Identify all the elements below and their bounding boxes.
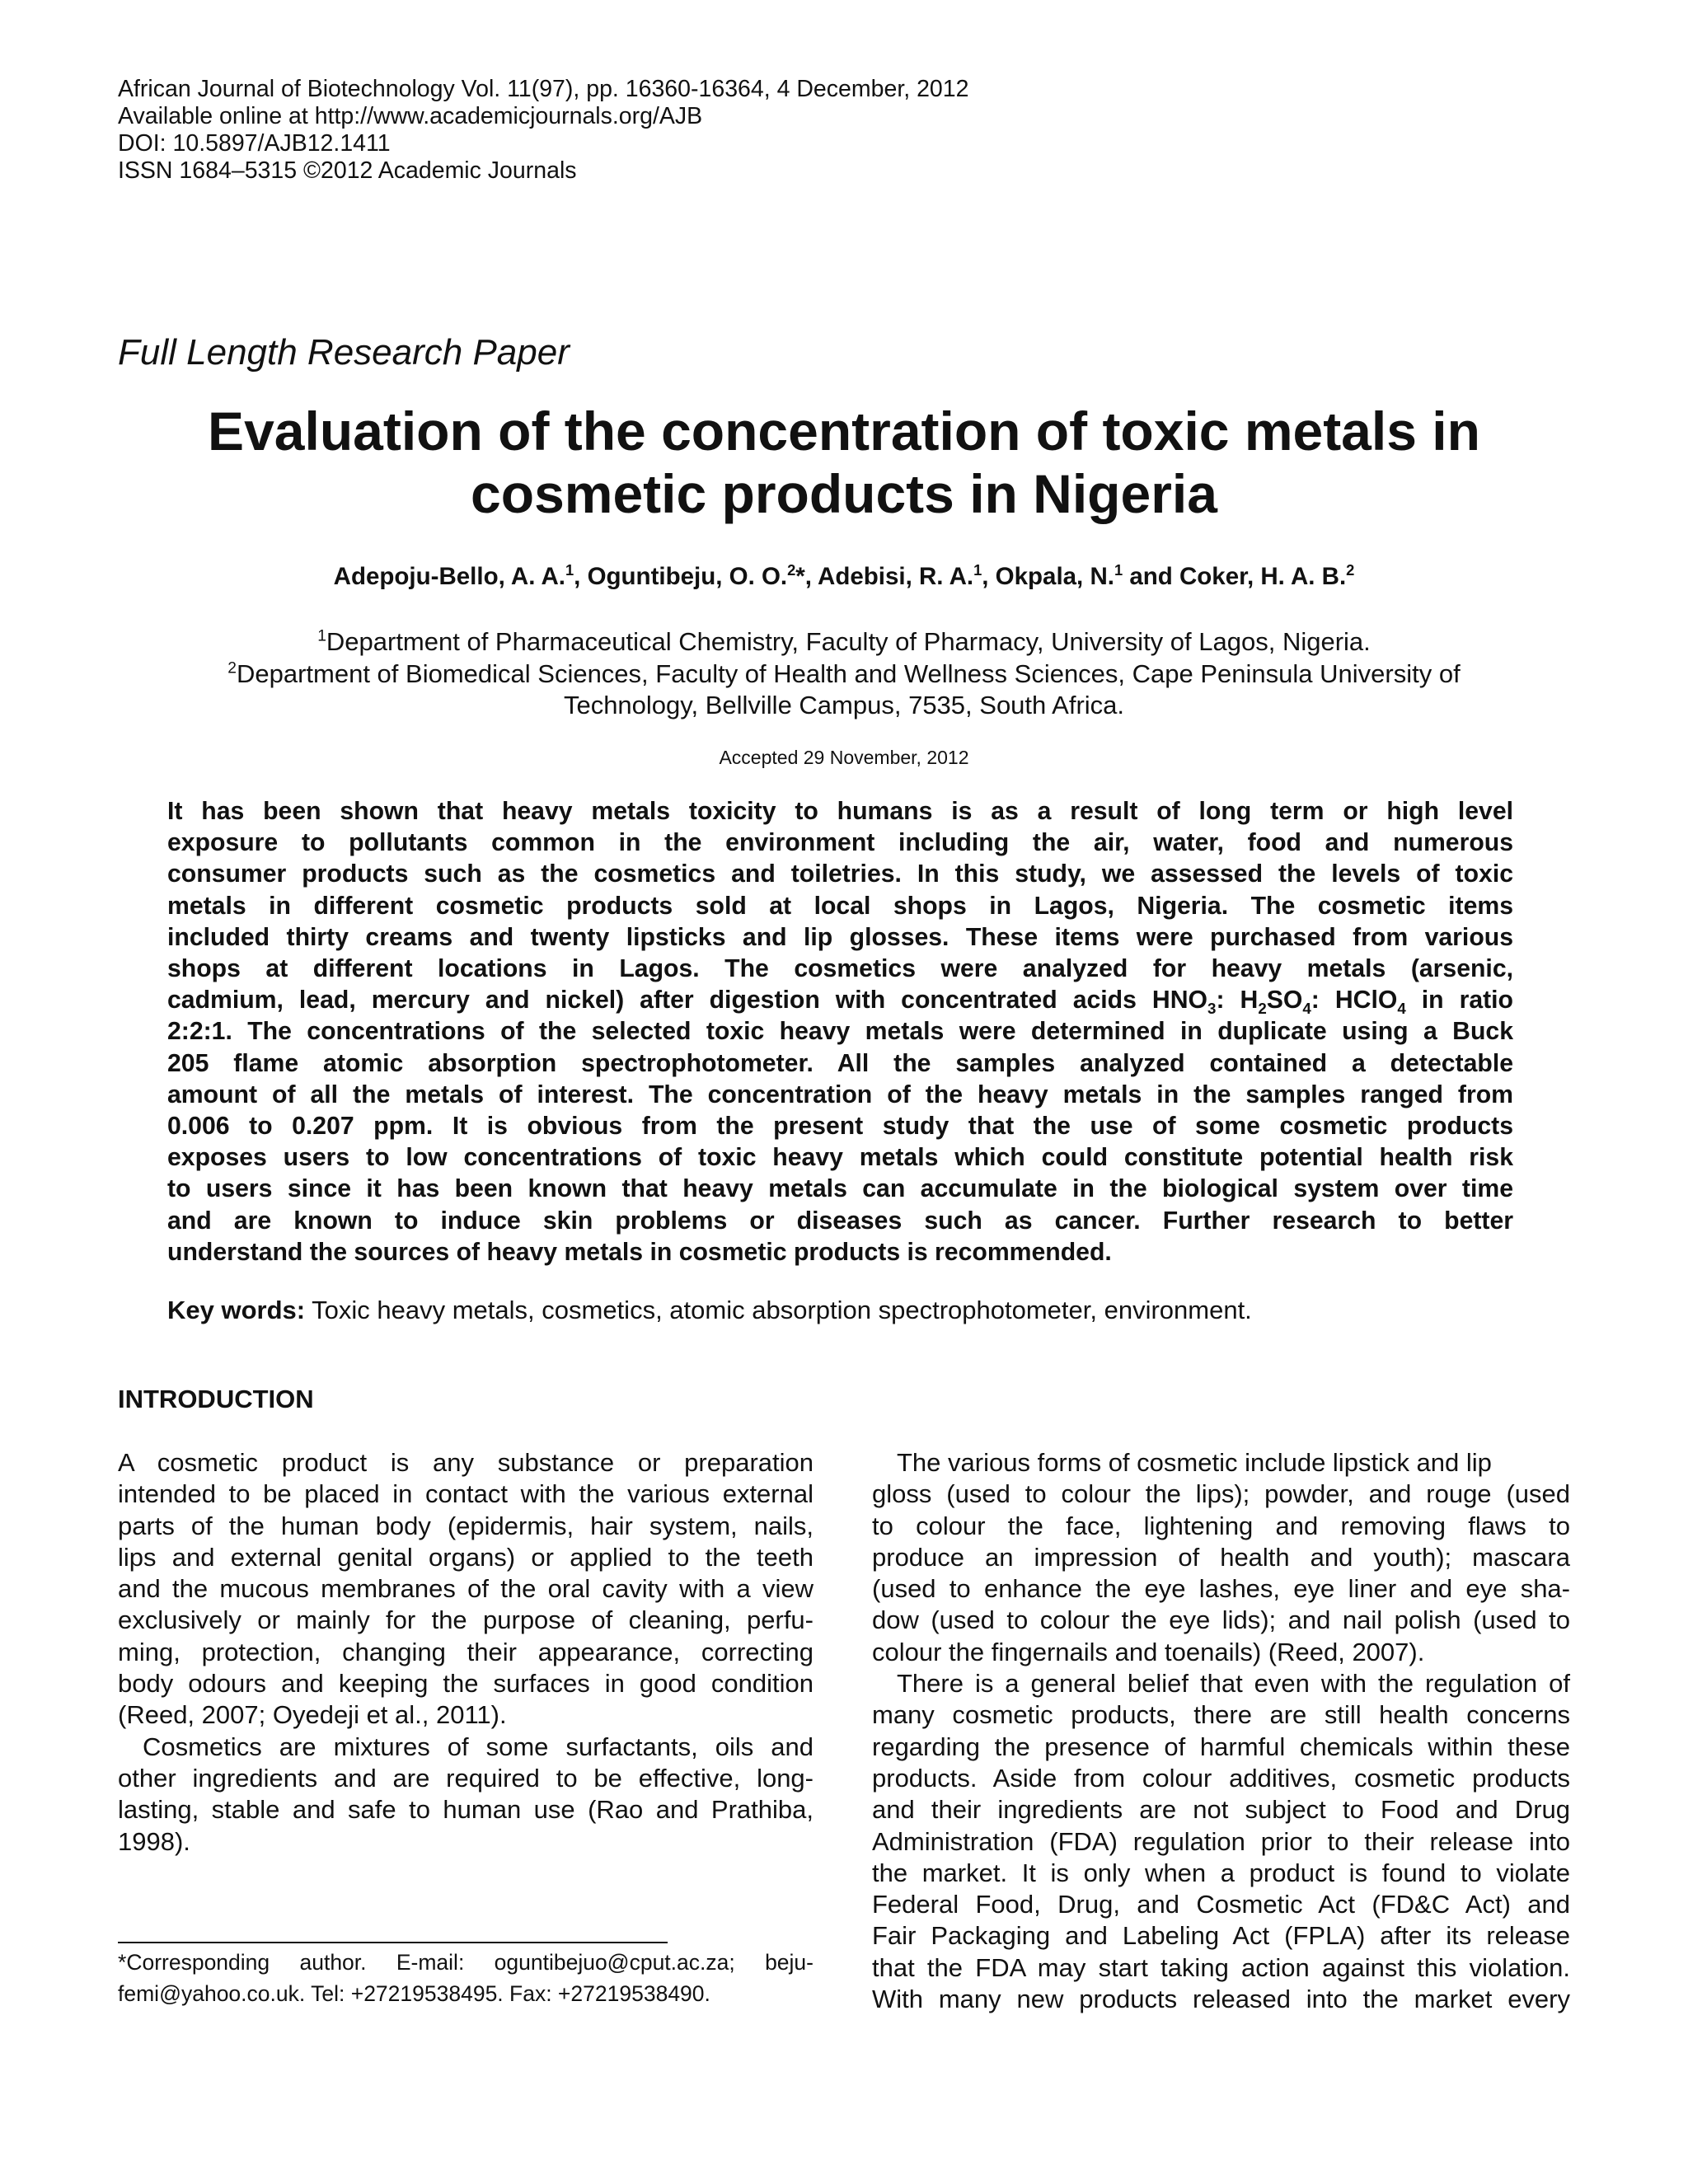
subscript: 4 (1397, 1000, 1406, 1018)
subscript: 4 (1302, 1000, 1311, 1018)
abstract-line: exposes users to low concentrations of toxic heavy metals which could constitute potential health risk (167, 1144, 1513, 1172)
author-name: and Coker, H. A. B. (1123, 563, 1347, 590)
journal-header (118, 76, 969, 185)
subscript: 2 (1258, 1000, 1267, 1018)
affiliation-text: Department of Biomedical Sciences, Faculty of Health and Wellness Sciences, Cape Peninsula University of (236, 658, 1461, 688)
body-text-line: With many new products released into the market every (872, 1985, 1570, 2014)
body-text-line: colour the fingernails and toenails) (Reed, 2007). (872, 1637, 1425, 1666)
body-text-line: produce an impression of health and youth); mascara (872, 1542, 1570, 1572)
journal-doi: DOI: 10.5897/AJB12.1411 (118, 130, 391, 157)
body-text-line: There is a general belief that even with the regulation of (897, 1669, 1570, 1699)
abstract-line: understand the sources of heavy metals in cosmetic products is recommended. (167, 1238, 1112, 1266)
abstract-line: exposure to pollutants common in the environment including the air, water, food and numerous (167, 829, 1513, 857)
accepted-date: Accepted 29 November, 2012 (719, 747, 969, 768)
body-text-line: and the mucous membranes of the oral cavity with a view (118, 1574, 814, 1604)
author-name: , Oguntibeju, O. O. (574, 563, 788, 590)
keywords-text: Toxic heavy metals, cosmetics, atomic absorption spectrophotometer, environment. (305, 1296, 1252, 1324)
body-text-line: gloss (used to colour the lips); powder, and rouge (used (872, 1479, 1570, 1509)
body-text-line: A cosmetic product is any substance or preparation (118, 1448, 814, 1477)
journal-issn: ISSN 1684–5315 ©2012 Academic Journals (118, 157, 577, 184)
abstract-text: : HClO (1311, 987, 1398, 1015)
body-text-line: regarding the presence of harmful chemicals within these (872, 1732, 1570, 1761)
body-text-line: (used to enhance the eye lashes, eye liner and eye sha- (872, 1574, 1570, 1604)
abstract-line (167, 985, 1513, 1016)
body-text-line: to colour the face, lightening and removing flaws to (872, 1511, 1570, 1540)
body-text-line: the market. It is only when a product is found to violate (872, 1858, 1570, 1887)
author-affiliation-mark: 1 (1114, 561, 1123, 579)
affiliation-mark: 1 (317, 627, 326, 645)
body-text-line: body odours and keeping the surfaces in good condition (118, 1669, 814, 1699)
abstract-line: consumer products such as the cosmetics and toiletries. In this study, we assessed the levels of toxic (167, 860, 1513, 888)
abstract-text: in ratio (1405, 987, 1513, 1015)
introduction-heading: INTRODUCTION (118, 1385, 314, 1413)
body-text-line: Cosmetics are mixtures of some surfactants, oils and (143, 1732, 814, 1761)
body-text-line: exclusively or mainly for the purpose of cleaning, perfu- (118, 1605, 814, 1635)
title-line-2: cosmetic products in Nigeria (471, 463, 1217, 524)
body-text-line: The various forms of cosmetic include lipstick and lip (897, 1448, 1492, 1477)
affiliations (118, 626, 1570, 722)
footnote-line: *Corresponding author. E-mail: oguntibejuo@cput.ac.za; beju- (118, 1950, 814, 1975)
footnote-line: femi@yahoo.co.uk. Tel: +27219538495. Fax: +27219538490. (118, 1981, 710, 2006)
author-affiliation-mark: 2 (1346, 561, 1355, 579)
body-text-line: Administration (FDA) regulation prior to their release into (872, 1826, 1570, 1856)
affiliation-2 (118, 658, 1570, 691)
body-text-line: 1998). (118, 1826, 190, 1856)
keywords (167, 1296, 1252, 1325)
affiliation-text: Department of Pharmaceutical Chemistry, Faculty of Pharmacy, University of Lagos, Nigeria. (326, 627, 1371, 656)
body-text-line: lips and external genital organs) or applied to the teeth (118, 1542, 814, 1572)
abstract-line: 2:2:1. The concentrations of the selected toxic heavy metals were determined in duplicate using a Buck (167, 1018, 1513, 1046)
body-text-line: products. Aside from colour additives, cosmetic products (872, 1763, 1570, 1793)
affiliation-1 (118, 626, 1570, 658)
body-text-line: that the FDA may start taking action against this violation. (872, 1952, 1570, 1982)
abstract-line: 0.006 to 0.207 ppm. It is obvious from the present study that the use of some cosmetic products (167, 1113, 1513, 1141)
author-affiliation-mark: 2 (787, 561, 796, 579)
abstract-line: to users since it has been known that heavy metals can accumulate in the biological system over time (167, 1175, 1513, 1203)
footnote-divider (118, 1942, 668, 1943)
author-affiliation-mark: 1 (565, 561, 574, 579)
affiliation-mark: 2 (227, 659, 237, 677)
journal-url: Available online at http://www.academicjournals.org/AJB (118, 103, 703, 129)
body-text-line: dow (used to colour the eye lids); and nail polish (used to (872, 1605, 1570, 1635)
abstract-line: It has been shown that heavy metals toxicity to humans is as a result of long term or high level (167, 798, 1513, 825)
body-text-line: Federal Food, Drug, and Cosmetic Act (FD&C Act) and (872, 1890, 1570, 1919)
abstract (167, 796, 1513, 1268)
abstract-text: SO (1266, 987, 1303, 1015)
author-name: Adepoju-Bello, A. A. (333, 563, 565, 590)
abstract-line: amount of all the metals of interest. The concentration of the heavy metals in the samples ranged from (167, 1080, 1513, 1108)
body-text-line: parts of the human body (epidermis, hair system, nails, (118, 1511, 814, 1540)
author-name: *, Adebisi, R. A. (795, 563, 974, 590)
body-text-line: many cosmetic products, there are still health concerns (872, 1700, 1570, 1730)
abstract-line: shops at different locations in Lagos. The cosmetics were analyzed for heavy metals (arsenic, (167, 955, 1513, 983)
abstract-line: 205 flame atomic absorption spectrophotometer. All the samples analyzed contained a detectable (167, 1049, 1513, 1077)
body-text-line: intended to be placed in contact with the various external (118, 1479, 814, 1509)
body-text-line: Fair Packaging and Labeling Act (FPLA) after its release (872, 1921, 1570, 1951)
author-affiliation-mark: 1 (973, 561, 982, 579)
keywords-label: Key words: (167, 1296, 306, 1324)
paper-type: Full Length Research Paper (118, 332, 570, 373)
affiliation-2-cont: Technology, Bellville Campus, 7535, South Africa. (563, 691, 1125, 719)
body-text-line: ming, protection, changing their appearance, correcting (118, 1637, 814, 1666)
abstract-text: : H (1216, 987, 1259, 1015)
footnote (118, 1947, 814, 2009)
paper-title (118, 400, 1570, 525)
body-text-line: lasting, stable and safe to human use (Rao and Prathiba, (118, 1795, 814, 1825)
body-text-line: (Reed, 2007; Oyedeji et al., 2011). (118, 1700, 507, 1730)
subscript: 3 (1207, 1000, 1217, 1018)
journal-citation: African Journal of Biotechnology Vol. 11(97), pp. 16360-16364, 4 December, 2012 (118, 76, 969, 102)
body-column-right (872, 1447, 1570, 2015)
abstract-text: cadmium, lead, mercury and nickel) after digestion with concentrated acids HNO (167, 987, 1208, 1015)
author-list (118, 560, 1570, 593)
abstract-line: included thirty creams and twenty lipsticks and lip glosses. These items were purchased from various (167, 923, 1513, 951)
abstract-line: and are known to induce skin problems or diseases such as cancer. Further research to better (167, 1207, 1513, 1235)
body-text-line: other ingredients and are required to be effective, long- (118, 1763, 814, 1793)
abstract-line: metals in different cosmetic products sold at local shops in Lagos, Nigeria. The cosmetic items (167, 892, 1513, 920)
body-column-left (118, 1447, 814, 1858)
title-line-1: Evaluation of the concentration of toxic metals in (208, 401, 1480, 462)
body-text-line: and their ingredients are not subject to Food and Drug (872, 1795, 1570, 1825)
author-name: , Okpala, N. (982, 563, 1114, 590)
